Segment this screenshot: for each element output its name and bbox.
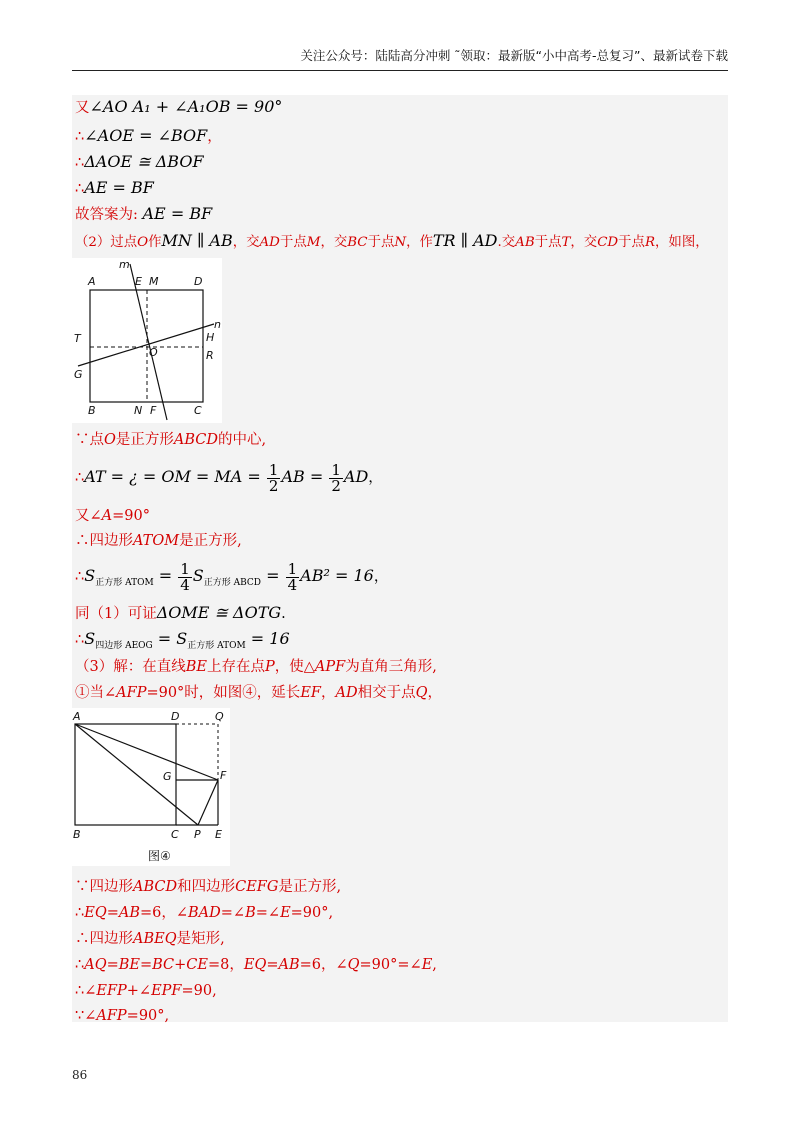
- line-15: ①当∠AFP=90°时，如图④，延长EF，AD相交于点Q，: [75, 685, 442, 701]
- math-expr: AE = BF: [84, 178, 154, 197]
- label-B: B: [73, 828, 81, 841]
- line-21: ∵∠AFP=90°,: [75, 1008, 170, 1024]
- math-expr: ∠AOE = ∠BOF: [84, 126, 208, 145]
- punct: ，: [207, 129, 222, 145]
- line-11: $\therefore S_{正方形 ATOM}$ = $\frac{1}{4}$ $S_{正方形 ABCD}$ = $\frac{1}{4}$ AB² = 16，: [75, 559, 389, 594]
- label-E: E: [215, 828, 222, 841]
- line-10: ∴四边形ATOM是正方形,: [75, 533, 242, 549]
- line-9: 又∠A=90°: [75, 508, 150, 524]
- math-expr: ΔAOE ≅ ΔBOF: [84, 152, 204, 171]
- line-6: （2）过点O作MN ∥ AB，交AD于点M，交BC于点N，作TR ∥ AD.交AB于点T，交CD于点R，如图，: [75, 231, 709, 250]
- line-3: [75, 153, 204, 172]
- label-A: A: [73, 710, 81, 723]
- line-20: ∴∠EFP+∠EPF=90,: [75, 983, 217, 999]
- math-expr: ∠AO A₁ + ∠A₁OB = 90°: [89, 97, 283, 116]
- line-2: [75, 127, 222, 146]
- therefore: ∴: [75, 181, 85, 197]
- label-Q: Q: [215, 710, 224, 723]
- label-E: E: [135, 275, 142, 288]
- therefore: ∴: [75, 155, 85, 171]
- label-M: M: [149, 275, 159, 288]
- therefore: ∴: [75, 129, 85, 145]
- math-expr: AE = BF: [142, 204, 213, 223]
- label-F: F: [150, 404, 157, 417]
- label-H: H: [206, 331, 215, 344]
- line-4: [75, 179, 154, 198]
- figure-caption: 图④: [148, 849, 171, 863]
- header-rule: [72, 70, 728, 71]
- line-19: ∴AQ=BE=BC+CE=8，EQ=AB=6，∠Q=90°=∠E,: [75, 957, 437, 973]
- line-14: （3）解：在直线BE上存在点P，使△APF为直角三角形,: [75, 659, 437, 675]
- label-O: O: [149, 346, 158, 359]
- label-G: G: [163, 770, 172, 783]
- label-G: G: [74, 368, 83, 381]
- line-13: $\therefore S_{四边形 AEOG} = S_{正方形 ATOM} = 16$: [75, 629, 290, 651]
- line-12: 同（1）可证ΔOME ≅ ΔOTG.: [75, 603, 286, 622]
- label-N: N: [134, 404, 143, 417]
- page-number: 86: [72, 1068, 88, 1082]
- line-7: ∵点O是正方形ABCD的中心,: [75, 432, 267, 448]
- line-8: ∴AT = ¿ = OM = MA = $\frac{1}{2}$ AB = $\frac{1}{2}$ AD，: [75, 460, 383, 495]
- label-m: m: [119, 258, 130, 271]
- label-T: T: [74, 332, 81, 345]
- line-16: ∵四边形ABCD和四边形CEFG是正方形,: [75, 879, 342, 895]
- label-C: C: [171, 828, 179, 841]
- label-A: A: [88, 275, 96, 288]
- line-17: ∴EQ=AB=6，∠BAD=∠B=∠E=90°,: [75, 905, 334, 921]
- line-18: ∴四边形ABEQ是矩形,: [75, 931, 225, 947]
- label-F: F: [220, 769, 227, 782]
- label-R: R: [206, 349, 214, 362]
- line-5: [75, 205, 212, 224]
- figure-square-center: [72, 258, 222, 423]
- text: 又: [75, 100, 90, 116]
- label-D: D: [194, 275, 203, 288]
- label-P: P: [194, 828, 201, 841]
- label-n: n: [214, 318, 221, 331]
- answer-label: 故答案为:: [75, 207, 138, 223]
- label-D: D: [171, 710, 180, 723]
- page-header: 关注公众号：陆陆高分冲刺 ˜领取：最新版“小中高考-总复习”、最新试卷下载: [300, 48, 728, 63]
- label-C: C: [194, 404, 202, 417]
- line-1: [75, 98, 282, 117]
- label-B: B: [88, 404, 96, 417]
- figure-4: [72, 708, 230, 866]
